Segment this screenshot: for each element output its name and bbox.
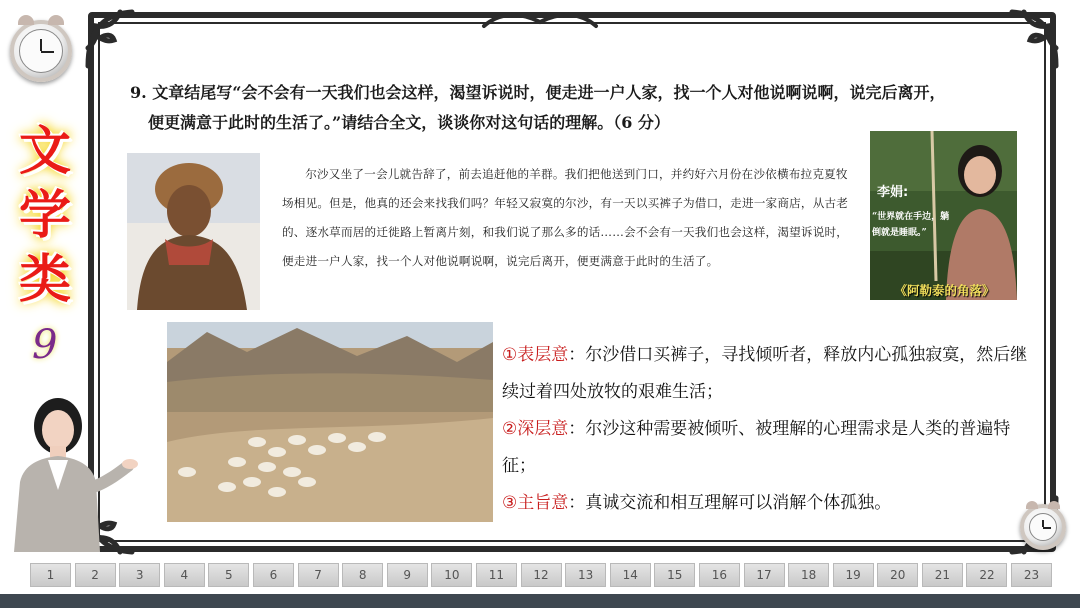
page-button[interactable]: 9 (387, 563, 428, 587)
page-button[interactable]: 11 (476, 563, 517, 587)
category-title-char: 类 (18, 250, 71, 310)
page-button[interactable]: 23 (1011, 563, 1052, 587)
slide-number: 9 (32, 322, 58, 368)
frame-top-ornament (480, 8, 600, 30)
author-quote: “世界就在手边，躺倒就是睡眠。” (872, 212, 950, 238)
footer-bar (0, 594, 1080, 608)
page-button[interactable]: 18 (788, 563, 829, 587)
reading-passage: 尔沙又坐了一会儿就告辞了，前去追赶他的羊群。我们把他送到门口，并约好六月份在沙依横布拉克夏牧场相见。但是，他真的还会来找我们吗？年轻又寂寞的尔沙，有一天以买裤子为借口，走进一家商店，从古老的、逐水草而居的迁徙路上暂离片刻，和我们说了那么多的话……会不会有一天我们也会这样，渴望诉说时，便走进一户人家，找一个人对他说啊说啊，说完后离开，便更满意于此时的生活了。 (282, 167, 849, 268)
category-title-char: 文 (18, 122, 71, 182)
page-button[interactable]: 12 (521, 563, 562, 587)
page-button[interactable]: 13 (565, 563, 606, 587)
answer-item (502, 337, 1034, 411)
question-text (130, 78, 1010, 138)
page-button[interactable]: 22 (966, 563, 1007, 587)
question-line: 便更满意于此时的生活了。”请结合全文，谈谈你对这句话的理解。（6 分） (148, 113, 670, 132)
page-button[interactable]: 17 (744, 563, 785, 587)
category-title (14, 120, 76, 312)
page-button[interactable]: 15 (654, 563, 695, 587)
frame-corner-ornament (80, 4, 150, 74)
sheep-flock-photo (167, 322, 493, 522)
page-button[interactable]: 1 (30, 563, 71, 587)
answer-separator: ： (568, 345, 586, 365)
answer-label: ③主旨意 (502, 493, 569, 513)
answer-item (502, 485, 1034, 522)
answer-separator: ： (568, 493, 586, 513)
page-button[interactable]: 16 (699, 563, 740, 587)
question-line: 9. 文章结尾写“会不会有一天我们也会这样，渴望诉说时，便走进一户人家，找一个人对他说啊说啊，说完后离开， (130, 83, 946, 102)
answer-text: 尔沙这种需要被倾听、被理解的心理需求是人类的普遍特征； (502, 419, 1011, 476)
page-button[interactable]: 20 (877, 563, 918, 587)
presenter-illustration (0, 390, 140, 552)
answer-separator: ： (568, 419, 586, 439)
page-button[interactable]: 7 (298, 563, 339, 587)
page-navigation (0, 560, 1080, 590)
answer-label: ①表层意 (502, 345, 569, 365)
answer-label: ②深层意 (502, 419, 569, 439)
book-title: 《阿勒泰的角落》 (894, 283, 995, 298)
page-button[interactable]: 19 (833, 563, 874, 587)
alarm-clock-icon (10, 20, 72, 82)
page-button[interactable]: 8 (342, 563, 383, 587)
page-button[interactable]: 5 (208, 563, 249, 587)
frame-corner-ornament (994, 4, 1064, 74)
page-button[interactable]: 14 (610, 563, 651, 587)
page-button[interactable]: 3 (119, 563, 160, 587)
answer-list (502, 337, 1034, 522)
author-name: 李娟: (877, 185, 909, 200)
page-button[interactable]: 2 (75, 563, 116, 587)
herdsman-photo (127, 153, 260, 310)
page-button[interactable]: 6 (253, 563, 294, 587)
category-title-char: 学 (18, 186, 71, 246)
page-button[interactable]: 4 (164, 563, 205, 587)
answer-item (502, 411, 1034, 485)
page-button[interactable]: 21 (922, 563, 963, 587)
page-button[interactable]: 10 (431, 563, 472, 587)
answer-text: 真诚交流和相互理解可以消解个体孤独。 (585, 493, 892, 513)
answer-text: 尔沙借口买裤子，寻找倾听者，释放内心孤独寂寞，然后继续过着四处放牧的艰难生活； (502, 345, 1028, 402)
